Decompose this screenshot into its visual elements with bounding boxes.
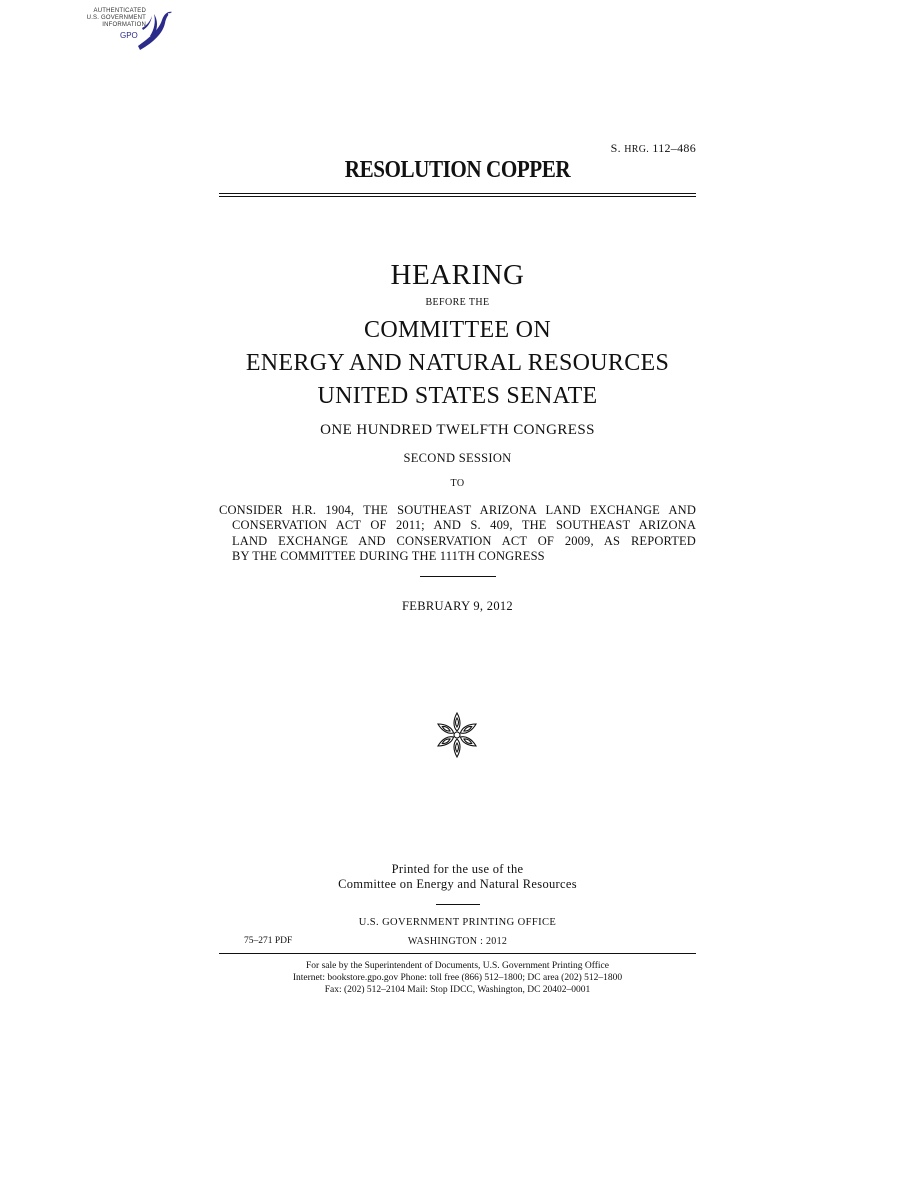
purpose-line: LAND EXCHANGE AND CONSERVATION ACT OF 2009, AS REPORTED [232,533,696,548]
footer-divider [436,904,480,905]
report-number-value: 112–486 [652,141,696,155]
gpo-ornament-icon [433,711,481,759]
section-divider [420,576,496,577]
committee-line-1: COMMITTEE ON [364,317,551,343]
printed-for-line-1: Printed for the use of the [391,862,524,876]
report-hrg: HRG. [624,144,650,155]
purpose-line: CONSIDER H.R. 1904, THE SOUTHEAST ARIZONA LAND EXCHANGE AND [219,503,696,517]
gpo-eagle-icon [132,6,174,52]
committee-line-3: UNITED STATES SENATE [317,383,598,409]
sale-info-line: Fax: (202) 512–2104 Mail: Stop IDCC, Washington, DC 20402–0001 [324,985,591,995]
purpose-line: CONSERVATION ACT OF 2011; AND S. 409, THE SOUTHEAST ARIZONA [232,518,696,533]
report-number [560,141,696,156]
pdf-number: 75–271 PDF [244,936,293,946]
purpose-paragraph [219,503,696,564]
title-rule-bottom [219,196,696,197]
logo-line: AUTHENTICATED [93,8,146,14]
committee-line-2: ENERGY AND NATURAL RESOURCES [245,350,670,376]
gpo-logo-label: GPO [120,31,138,40]
before-the-label: BEFORE THE [425,297,490,308]
title-rule-top [219,193,696,194]
logo-line: INFORMATION [102,22,146,28]
session-label: SECOND SESSION [403,451,512,465]
hearing-date: FEBRUARY 9, 2012 [402,599,513,613]
printed-for-line-2: Committee on Energy and Natural Resources [338,877,577,891]
sale-info-line: For sale by the Superintendent of Documents, U.S. Government Printing Office [306,961,609,971]
purpose-line: BY THE COMMITTEE DURING THE 111TH CONGRESS [232,548,545,563]
city-year: WASHINGTON : 2012 [407,936,508,947]
document-title: RESOLUTION COPPER [344,157,571,183]
printing-office-label: U.S. GOVERNMENT PRINTING OFFICE [358,917,557,928]
footer-rule [219,953,696,954]
logo-line: U.S. GOVERNMENT [86,15,146,21]
sale-info-line: Internet: bookstore.gpo.gov Phone: toll free (866) 512–1800; DC area (202) 512–1800 [292,973,623,983]
report-prefix: S. [610,141,621,155]
hearing-heading: HEARING [390,259,525,291]
congress-label: ONE HUNDRED TWELFTH CONGRESS [320,422,595,438]
to-label: TO [450,478,465,489]
